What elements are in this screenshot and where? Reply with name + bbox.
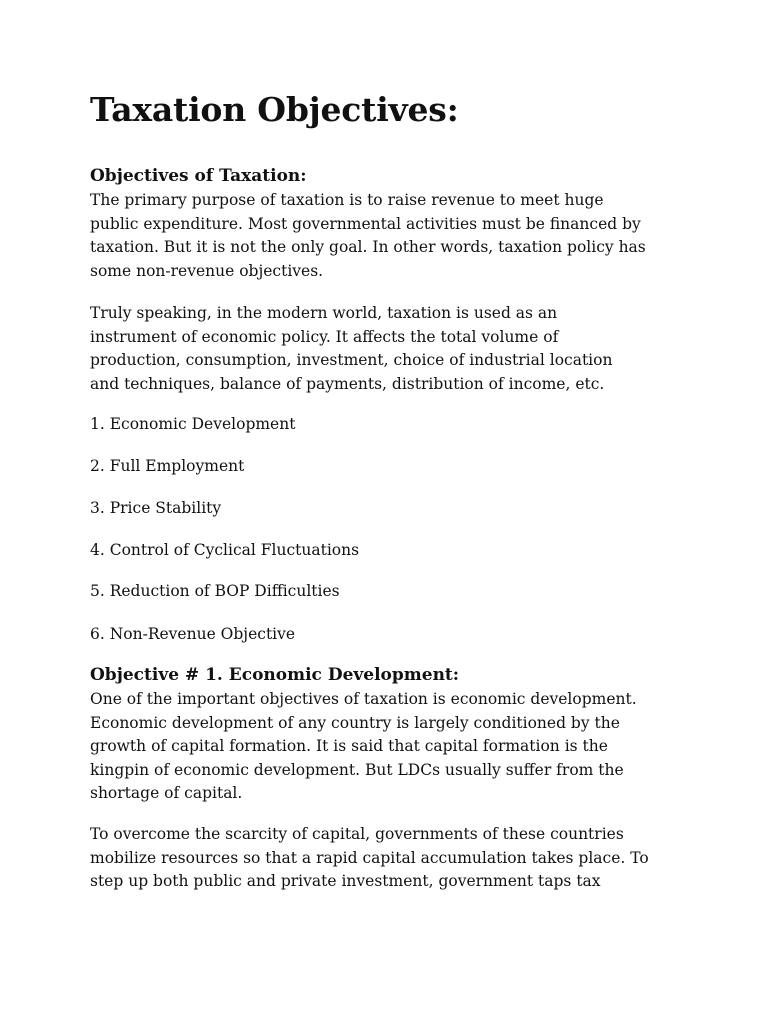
paragraph-line: public expenditure. Most governmental activities must be financed by [90,214,641,233]
paragraph-line: growth of capital formation. It is said that capital formation is the [90,737,608,755]
paragraph-line: and techniques, balance of payments, distribution of income, etc. [90,374,605,393]
section-heading-economic-development: Objective # 1. Economic Development: [90,665,460,685]
paragraph-line: production, consumption, investment, choice of industrial location [90,351,613,369]
paragraph-line: some non-revenue objectives. [90,261,324,280]
paragraph-economic-policy [90,302,680,396]
section-heading-objectives: Objectives of Taxation: [90,166,307,186]
paragraph-line: step up both public and private investment, government taps tax [90,872,601,890]
paragraph-line: kingpin of economic development. But LDCs usually suffer from the [90,760,624,779]
paragraph-line: One of the important objectives of taxation is economic development. [90,690,637,708]
paragraph-primary-purpose [90,189,680,283]
list-item: 1. Economic Development [90,415,296,433]
paragraph-line: To overcome the scarcity of capital, governments of these countries [90,825,624,843]
paragraph-line: instrument of economic policy. It affects the total volume of [90,327,559,346]
paragraph-line: mobilize resources so that a rapid capital accumulation takes place. To [90,848,649,867]
paragraph-line: shortage of capital. [90,784,243,802]
paragraph-line: Economic development of any country is largely conditioned by the [90,713,620,732]
paragraph-line: The primary purpose of taxation is to raise revenue to meet huge [90,191,604,209]
list-item: 6. Non-Revenue Objective [90,625,296,643]
paragraph-economic-development [90,688,680,806]
list-item: 3. Price Stability [90,499,222,517]
paragraph-line: Truly speaking, in the modern world, taxation is used as an [90,304,558,322]
list-item: 5. Reduction of BOP Difficulties [90,582,340,600]
list-item: 4. Control of Cyclical Fluctuations [90,541,360,559]
list-item: 2. Full Employment [90,457,245,475]
page-title: Taxation Objectives: [90,90,459,129]
paragraph-line: taxation. But it is not the only goal. In other words, taxation policy has [90,238,646,256]
paragraph-capital-scarcity [90,823,680,894]
